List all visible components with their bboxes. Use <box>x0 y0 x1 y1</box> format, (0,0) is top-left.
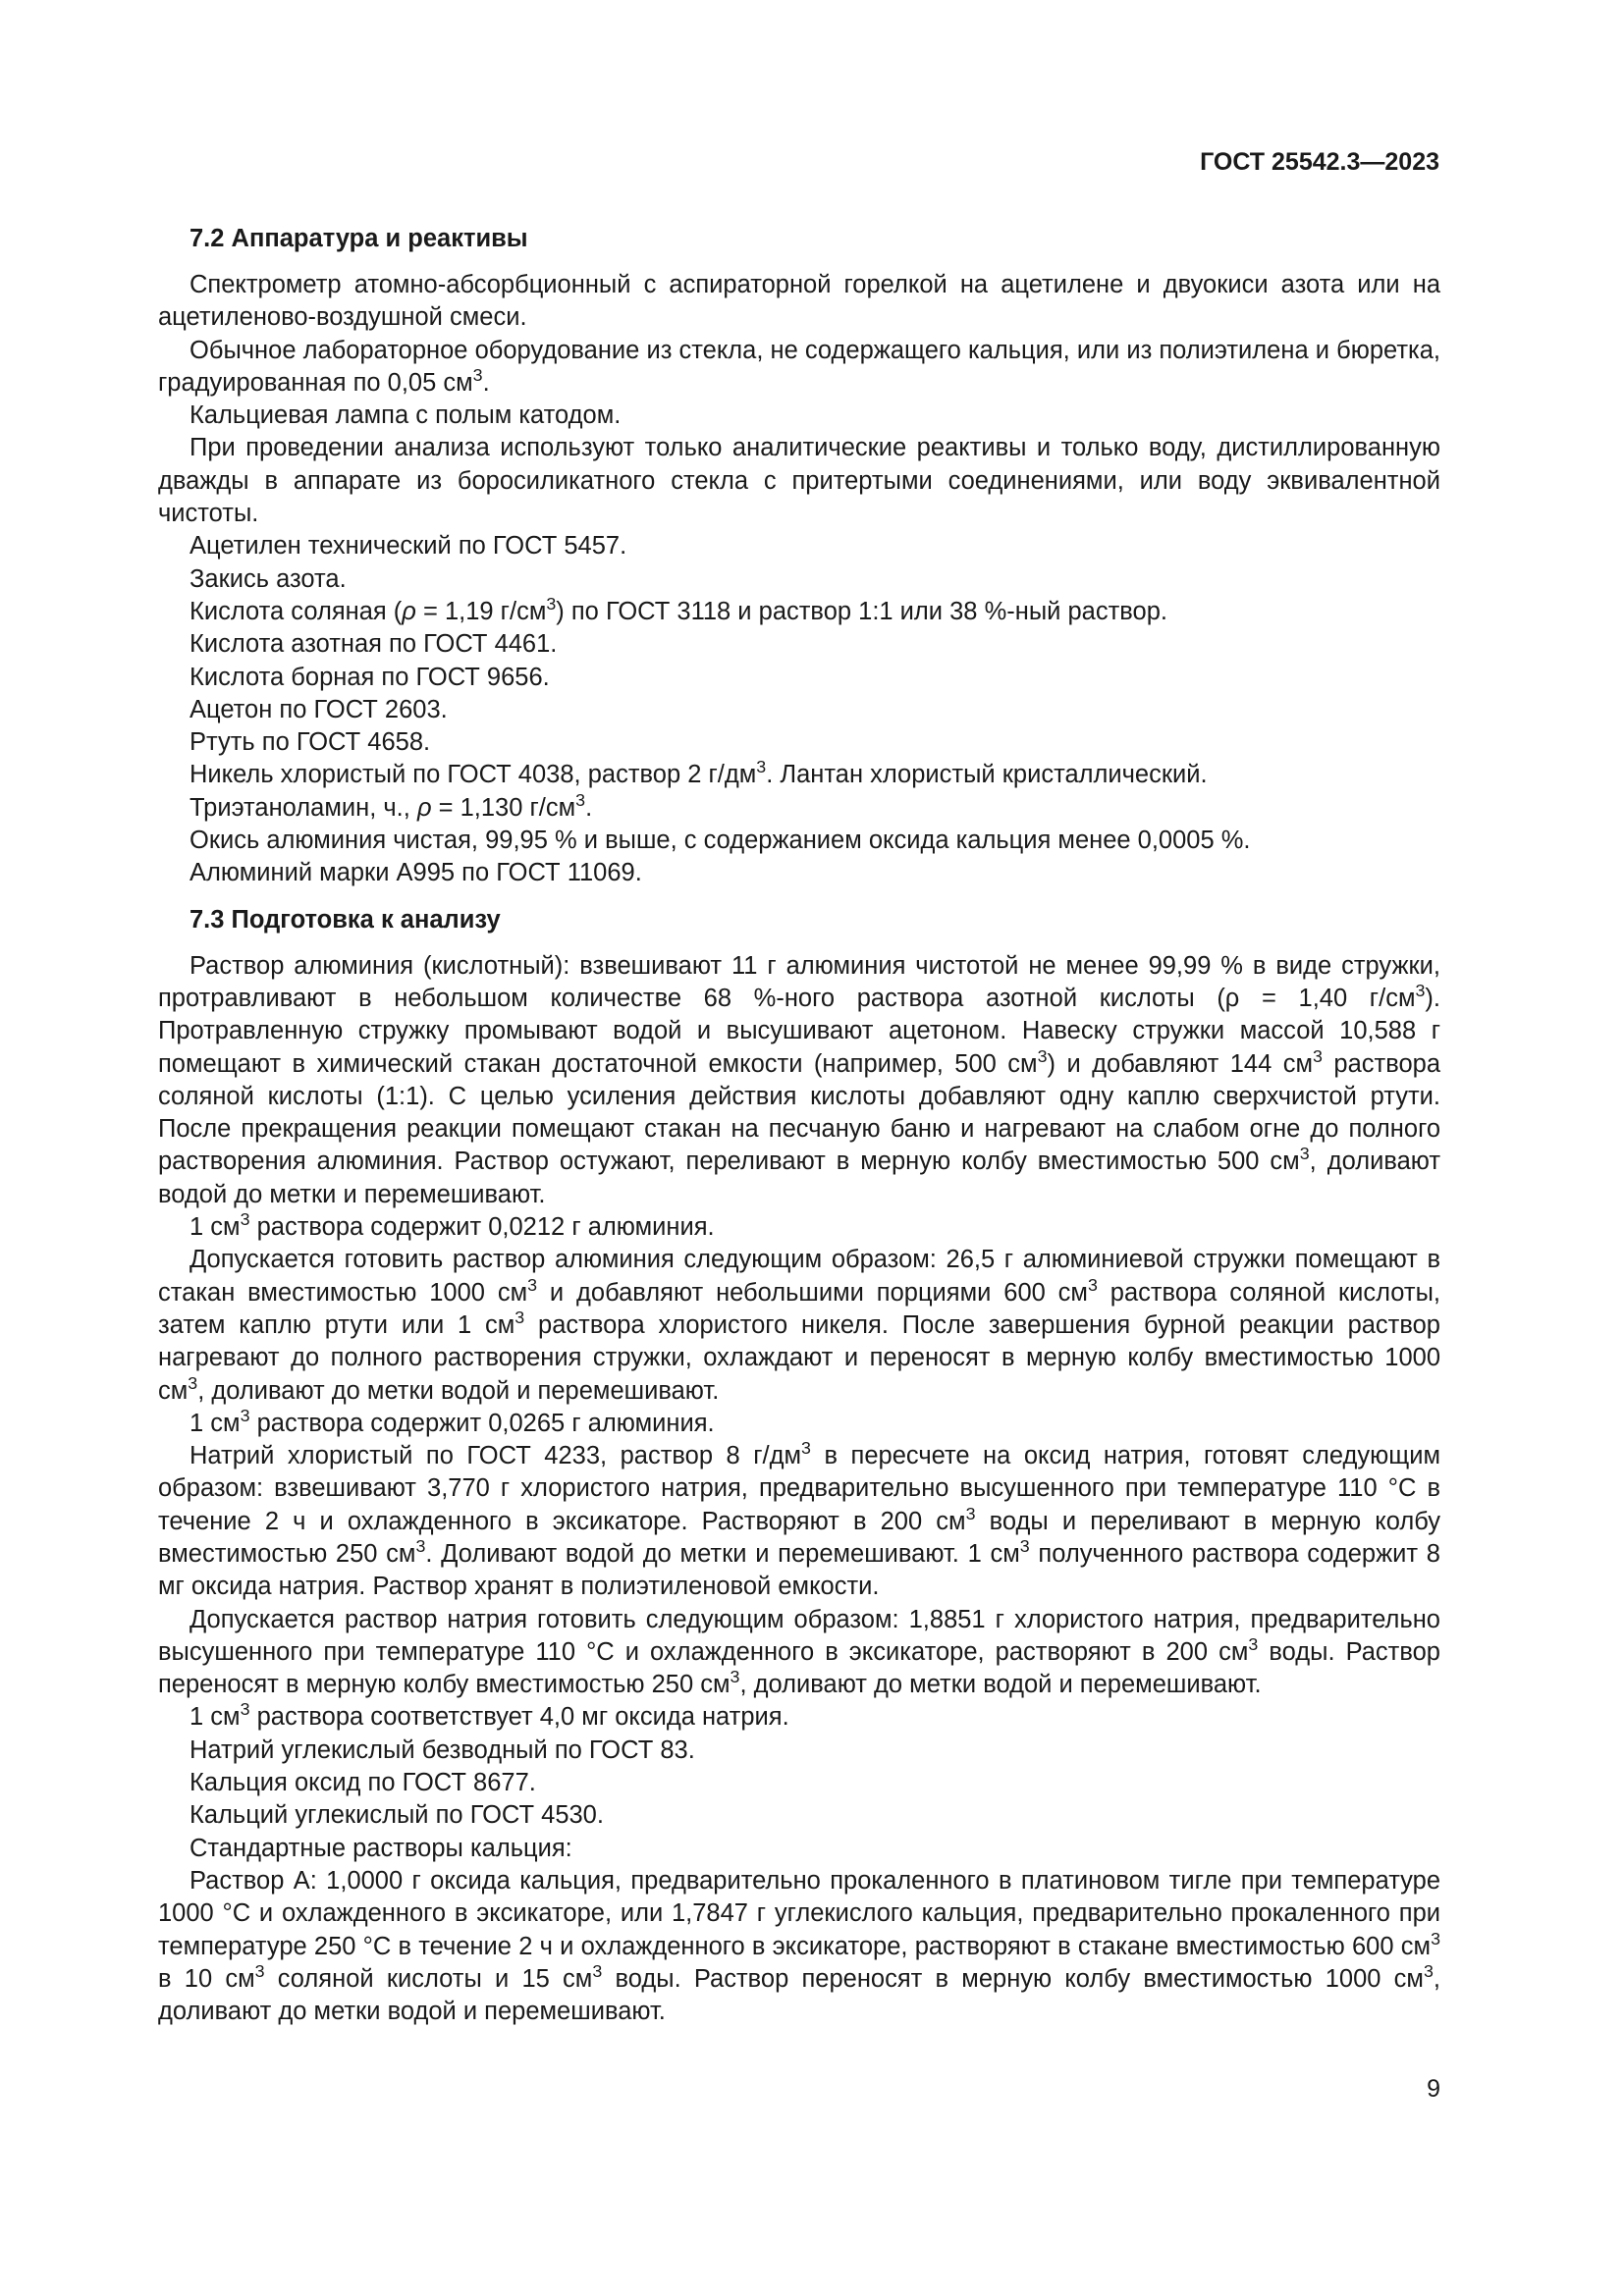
paragraph: Натрий хлористый по ГОСТ 4233, раствор 8 $г/дм^3$ в пересчете на оксид натрия, готовят следующим образом: взвешивают 3,770 г хлористого натрия, предварительно высушенного при температуре 110 °С в течение 2 ч и охлажденного в эксикаторе. Растворяют в 200 $см^3$ воды и переливают в мерную колбу вместимостью 250 $см^3$. Доливают водой до метки и перемешивают. 1 $см^3$ полученного раствора содержит 8 мг оксида натрия. Раствор хранят в полиэтиленовой емкости. <box>158 1438 1441 1601</box>
paragraph: Закись азота. <box>189 564 347 593</box>
paragraph: Ртуть по ГОСТ 4658. <box>189 728 431 757</box>
paragraph: При проведении анализа используют только аналитические реактивы и только воду, дистиллированную дважды в аппарате из боросиликатного стекла с притертыми соединениями, или воду эквивалентной чистоты. <box>158 434 1440 528</box>
paragraph: Кальциевая лампа с полым катодом. <box>189 401 622 430</box>
paragraph: 1 $см^3$ раствора содержит 0,0265 г алюминия. <box>189 1405 715 1437</box>
paragraph: Алюминий марки А995 по ГОСТ 11069. <box>189 859 642 887</box>
page-number: 9 <box>1427 2075 1440 2103</box>
document-header: ГОСТ 25542.3—2023 <box>1200 148 1439 176</box>
paragraph: Стандартные растворы кальция: <box>189 1834 572 1862</box>
paragraph: Никель хлористый по ГОСТ 4038, раствор 2 $г/дм^3$. Лантан хлористый кристаллический. <box>189 757 1208 789</box>
paragraph: Кислота борная по ГОСТ 9656. <box>189 663 550 691</box>
section-7-3-title: 7.3 Подготовка к анализу <box>189 905 501 934</box>
paragraph: Кальция оксид по ГОСТ 8677. <box>189 1769 536 1797</box>
paragraph: 1 $см^3$ раствора содержит 0,0212 г алюминия. <box>189 1209 715 1242</box>
paragraph: Раствор А: 1,0000 г оксида кальция, предварительно прокаленного в платиновом тигле при температуре 1000 °С и охлажденного в эксикаторе, или 1,7847 г углекислого кальция, предварительно прокаленного при температуре 250 °С в течение 2 ч и охлажденного в эксикаторе, растворяют в стакане вместимостью 600 $см^3$ в 10 $см^3$ соляной кислоты и 15 $см^3$ воды. Раствор переносят в мерную колбу вместимостью 1000 $см^3$, доливают до метки водой и перемешивают. <box>158 1866 1440 2026</box>
paragraph: Ацетон по ГОСТ 2603. <box>189 695 448 723</box>
paragraph: Допускается готовить раствор алюминия следующим образом: 26,5 г алюминиевой стружки помещают в стакан вместимостью 1000 $см^3$ и добавляют небольшими порциями 600 $см^3$ раствора соляной кислоты, затем каплю ртути или 1 $см^3$ раствора хлористого никеля. После завершения бурной реакции раствор нагревают до полного растворения стружки, охлаждают и переносят в мерную колбу вместимостью 1000 $см^3$, доливают до метки водой и перемешивают. <box>158 1246 1440 1405</box>
paragraph: Окись алюминия чистая, 99,95 % и выше, с содержанием оксида кальция менее 0,0005 %. <box>189 827 1251 855</box>
paragraph: Ацетилен технический по ГОСТ 5457. <box>189 532 627 561</box>
paragraph: Обычное лабораторное оборудование из стекла, не содержащего кальция, или из полиэтилена и бюретка, градуированная по 0,05 $см^3$. <box>158 336 1440 397</box>
paragraph: 1 $см^3$ раствора соответствует 4,0 мг оксида натрия. <box>189 1699 789 1732</box>
paragraph: Допускается раствор натрия готовить следующим образом: 1,8851 г хлористого натрия, предварительно высушенного при температуре 110 °С и охлажденного в эксикаторе, растворяют в 200 $см^3$ воды. Раствор переносят в мерную колбу вместимостью 250 $см^3$, доливают до метки водой и перемешивают. <box>158 1605 1440 1699</box>
paragraph: Кислота азотная по ГОСТ 4461. <box>189 630 558 659</box>
paragraph: Триэтаноламин, ч., ρ = 1,130 $г/см^3$. <box>189 789 593 822</box>
paragraph: Кислота соляная (ρ = 1,19 $г/см^3$) по ГОСТ 3118 и раствор 1:1 или 38 %-ный раствор. <box>189 594 1167 625</box>
paragraph: Раствор алюминия (кислотный): взвешивают 11 г алюминия чистотой не менее 99,99 % в виде стружки, протравливают в небольшом количестве 68 %-ного раствора азотной кислоты (ρ = 1,40 $г/см^3$). Протравленную стружку промывают водой и высушивают ацетоном. Навеску стружки массой 10,588 г помещают в химический стакан достаточной емкости (например, 500 $см^3$) и добавляют 144 $см^3$ раствора соляной кислоты (1:1). С целью усиления действия кислоты добавляют одну каплю сверхчистой ртути. После прекращения реакции помещают стакан на песчаную баню и нагревают на слабом огне до полного растворения алюминия. Раствор остужают, переливают в мерную колбу вместимостью 500 $см^3$, доливают водой до метки и перемешивают. <box>158 951 1441 1208</box>
paragraph: Натрий углекислый безводный по ГОСТ 83. <box>189 1735 695 1764</box>
section-7-2-title: 7.2 Аппаратура и реактивы <box>189 225 528 252</box>
page-content <box>158 223 1440 2028</box>
paragraph: Кальций углекислый по ГОСТ 4530. <box>189 1801 604 1830</box>
paragraph: Спектрометр атомно-абсорбционный с аспираторной горелкой на ацетилене и двуокиси азота или на ацетиленово-воздушной смеси. <box>158 271 1440 332</box>
